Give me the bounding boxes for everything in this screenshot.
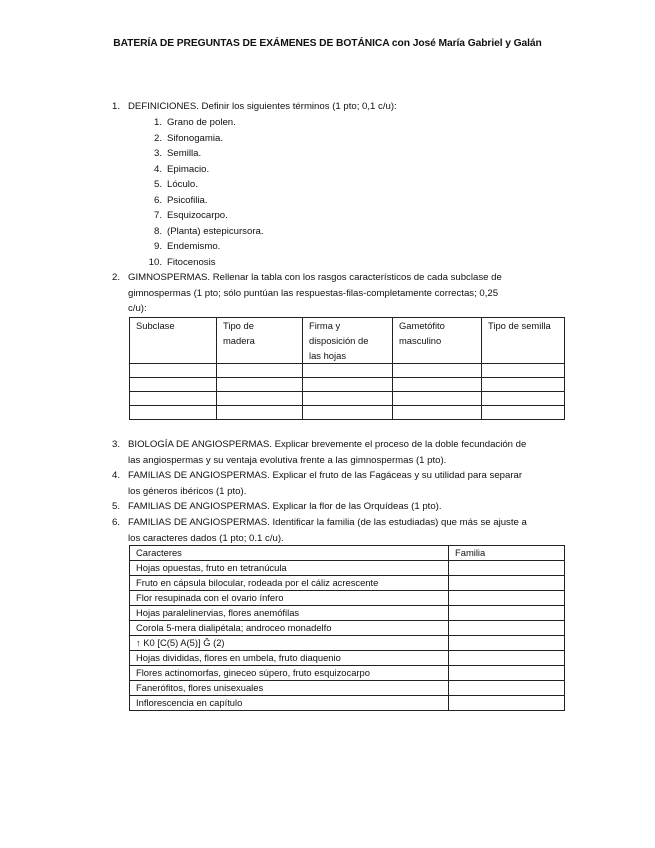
header-cell-tipo-semilla: Tipo de semilla [482,318,565,364]
character-cell: Flores actinomorfas, gineceo súpero, fruto esquizocarpo [130,666,449,681]
answer-cell[interactable] [217,378,303,392]
question-text-line: c/u): [128,303,147,314]
table-row [130,666,565,681]
table-row [130,561,565,576]
answer-cell[interactable] [449,561,565,576]
question-text-line: BIOLOGÍA DE ANGIOSPERMAS. Explicar brevemente el proceso de la doble fecundación de [128,439,527,450]
question-number: 1. [111,101,120,112]
answer-cell[interactable] [393,406,482,420]
answer-cell[interactable] [449,681,565,696]
answer-cell[interactable] [393,378,482,392]
answer-cell[interactable] [303,392,393,406]
answer-cell[interactable] [482,406,565,420]
table-row [130,364,565,378]
table-row [130,378,565,392]
question-3 [106,437,576,469]
character-cell: ↑ K0 [C(5) A(5)] Ḡ (2) [130,636,449,651]
answer-cell[interactable] [449,621,565,636]
item-number: 8. [153,225,162,237]
item-text: Epimacio. [167,163,210,175]
item-text: Psicofilia. [167,194,208,206]
item-number: 2. [153,132,162,144]
answer-cell[interactable] [449,651,565,666]
question-text-line: los géneros ibéricos (1 pto). [128,486,247,497]
answer-cell[interactable] [449,576,565,591]
item-text: Sifonogamia. [167,132,223,144]
answer-cell[interactable] [449,696,565,711]
header-cell-subclase: Subclase [130,318,217,364]
item-number: 6. [153,194,162,206]
answer-cell[interactable] [130,392,217,406]
question-number: 2. [111,272,120,283]
header-cell-familia: Familia [449,546,565,561]
table-row [130,392,565,406]
question-number: 5. [111,501,120,512]
table-row [130,576,565,591]
question-4 [106,468,576,500]
answer-cell[interactable] [482,392,565,406]
question-text-line: las angiospermas y su ventaja evolutiva frente a las gimnospermas (1 pto). [128,455,447,466]
question-2 [106,270,576,318]
item-number: 10. [148,256,162,268]
character-cell: Fanerófitos, flores unisexuales [130,681,449,696]
header-cell-tipo-madera: Tipo de madera [217,318,303,364]
character-cell: Hojas opuestas, fruto en tetranúcula [130,561,449,576]
item-number: 9. [153,241,162,252]
question-text-line: FAMILIAS DE ANGIOSPERMAS. Explicar la flor de las Orquídeas (1 pto). [128,501,442,512]
table-row [130,651,565,666]
answer-cell[interactable] [449,591,565,606]
answer-cell[interactable] [449,606,565,621]
question-text-line: GIMNOSPERMAS. Rellenar la tabla con los rasgos característicos de cada subclase de [128,272,502,283]
answer-cell[interactable] [303,406,393,420]
item-number: 5. [153,179,162,190]
item-text: (Planta) estepicursora. [167,225,264,237]
answer-cell[interactable] [217,364,303,378]
gymnosperm-table [129,317,565,420]
question-number: 3. [111,439,120,450]
question-5 [106,499,576,515]
header-cell-gametofito: Gametófito masculino [393,318,482,364]
answer-cell[interactable] [393,364,482,378]
table-row [130,621,565,636]
character-cell: Corola 5-mera dialipétala; androceo monadelfo [130,621,449,636]
answer-cell[interactable] [130,378,217,392]
item-number: 1. [153,117,162,128]
character-cell: Fruto en cápsula bilocular, rodeada por el cáliz acrescente [130,576,449,591]
question-text-line: los caracteres dados (1 pto; 0.1 c/u). [128,533,284,544]
item-text: Fitocenosis [167,256,216,268]
families-table [129,545,565,711]
answer-cell[interactable] [130,364,217,378]
question-text: DEFINICIONES. Definir los siguientes términos (1 pto; 0,1 c/u): [128,101,397,112]
table-row [130,696,565,711]
answer-cell[interactable] [217,392,303,406]
header-cell-caracteres: Caracteres [130,546,449,561]
table-row [130,406,565,420]
table-row [130,636,565,651]
question-number: 6. [111,517,120,528]
question-number: 4. [111,470,120,481]
answer-cell[interactable] [393,392,482,406]
answer-cell[interactable] [130,406,217,420]
item-text: Esquizocarpo. [167,210,228,221]
header-cell-firma-hojas: Firma y disposición de las hojas [303,318,393,364]
answer-cell[interactable] [303,364,393,378]
character-cell: Inflorescencia en capítulo [130,696,449,711]
question-text-line: gimnospermas (1 pto; sólo puntúan las respuestas-filas-completamente correctas; 0,25 [128,288,499,299]
question-6 [106,515,576,547]
item-number: 3. [153,148,162,159]
question-1 [106,99,566,115]
table-header-row [130,318,565,364]
table-row [130,606,565,621]
item-number: 4. [153,163,162,175]
item-text: Lóculo. [167,179,198,190]
character-cell: Flor resupinada con el ovario ínfero [130,591,449,606]
item-text: Grano de polen. [167,117,236,128]
table-row [130,591,565,606]
answer-cell[interactable] [303,378,393,392]
character-cell: Hojas paralelinervias, flores anemófilas [130,606,449,621]
answer-cell[interactable] [217,406,303,420]
answer-cell[interactable] [449,666,565,681]
table-row [130,681,565,696]
answer-cell[interactable] [482,378,565,392]
item-number: 7. [153,210,162,221]
item-text: Semilla. [167,148,202,159]
question-text-line: FAMILIAS DE ANGIOSPERMAS. Explicar el fruto de las Fagáceas y su utilidad para separar [128,470,523,481]
answer-cell[interactable] [449,636,565,651]
answer-cell[interactable] [482,364,565,378]
character-cell: Hojas divididas, flores en umbela, fruto diaquenio [130,651,449,666]
question-text-line: FAMILIAS DE ANGIOSPERMAS. Identificar la familia (de las estudiadas) que más se ajuste a [128,517,527,528]
item-text: Endemismo. [167,241,221,252]
table-header-row [130,546,565,561]
document-title: BATERÍA DE PREGUNTAS DE EXÁMENES DE BOTÁNICA con José María Gabriel y Galán [113,38,542,49]
